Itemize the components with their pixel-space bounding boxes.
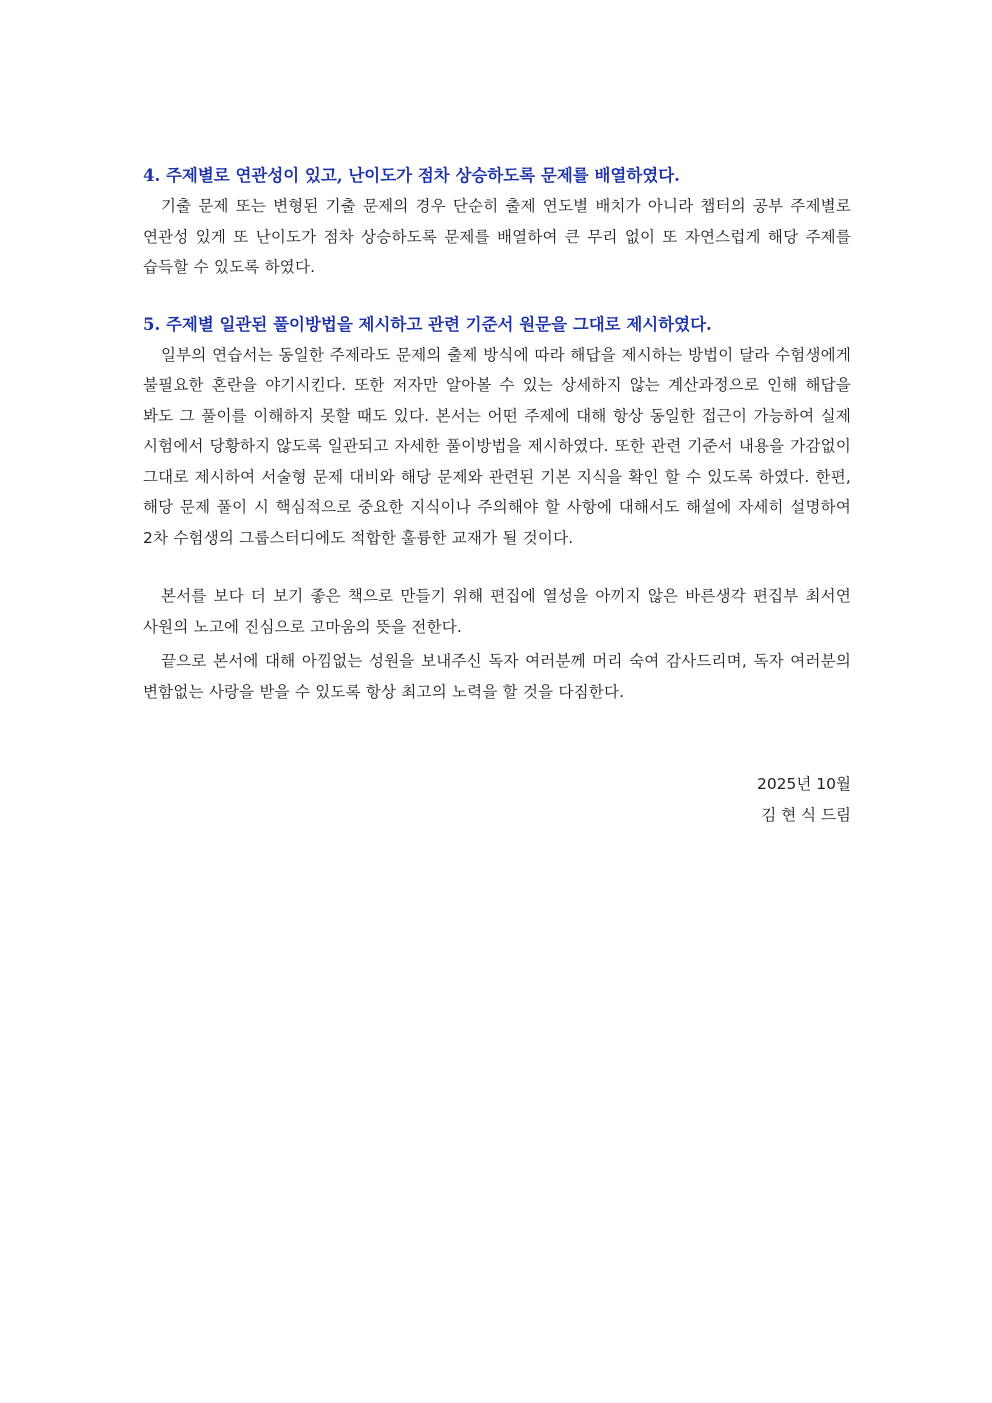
section-body: 기출 문제 또는 변형된 기출 문제의 경우 단순히 출제 연도별 배치가 아니라 챕터의 공부 주제별로 연관성 있게 또 난이도가 점차 상승하도록 문제를 배열하여 큰 무리 없이 또 자연스럽게 해당 주제를 습득할 수 있도록 하였다.	[143, 197, 851, 276]
section-heading: 5. 주제별 일관된 풀이방법을 제시하고 관련 기준서 원문을 그대로 제시하였다.	[143, 314, 712, 334]
signature-block	[143, 769, 851, 831]
section-body: 일부의 연습서는 동일한 주제라도 문제의 출제 방식에 따라 해답을 제시하는 방법이 달라 수험생에게 불필요한 혼란을 야기시킨다. 또한 저자만 알아볼 수 있는 상세하지 않는 계산과정으로 인해 해답을 봐도 그 풀이를 이해하지 못할 때도 있다. 본서는 어떤 주제에 대해 항상 동일한 접근이 가능하여 실제 시험에서 당황하지 않도록 일관되고 자세한 풀이방법을 제시하였다. 또한 관련 기준서 내용을 가감없이 그대로 제시하여 서술형 문제 대비와 해당 문제와 관련된 기본 지식을 확인 할 수 있도록 하였다. 한편, 해당 문제 풀이 시 핵심적으로 중요한 지식이나 주의해야 할 사항에 대해서도 해설에 자세히 설명하여 2차 수험생의 그룹스터디에도 적합한 훌륭한 교재가 될 것이다.	[143, 345, 851, 547]
closing-paragraph: 끝으로 본서에 대해 아낌없는 성원을 보내주신 독자 여러분께 머리 숙여 감사드리며, 독자 여러분의 변함없는 사랑을 받을 수 있도록 항상 최고의 노력을 할 것을 다짐한다.	[143, 652, 851, 701]
section-4	[143, 160, 851, 283]
acknowledgement-paragraph: 본서를 보다 더 보기 좋은 책으로 만들기 위해 편집에 열성을 아끼지 않은 바른생각 편집부 최서연 사원의 노고에 진심으로 고마움의 뜻을 전한다.	[143, 587, 851, 636]
section-5	[143, 309, 851, 554]
preface-page	[143, 160, 851, 831]
paragraph-spacer	[143, 553, 851, 581]
signature-author: 김 현 식 드림	[761, 806, 851, 824]
section-heading: 4. 주제별로 연관성이 있고, 난이도가 점차 상승하도록 문제를 배열하였다.	[143, 166, 680, 185]
signature-date: 2025년 10월	[756, 775, 851, 793]
section-spacer	[143, 283, 851, 309]
